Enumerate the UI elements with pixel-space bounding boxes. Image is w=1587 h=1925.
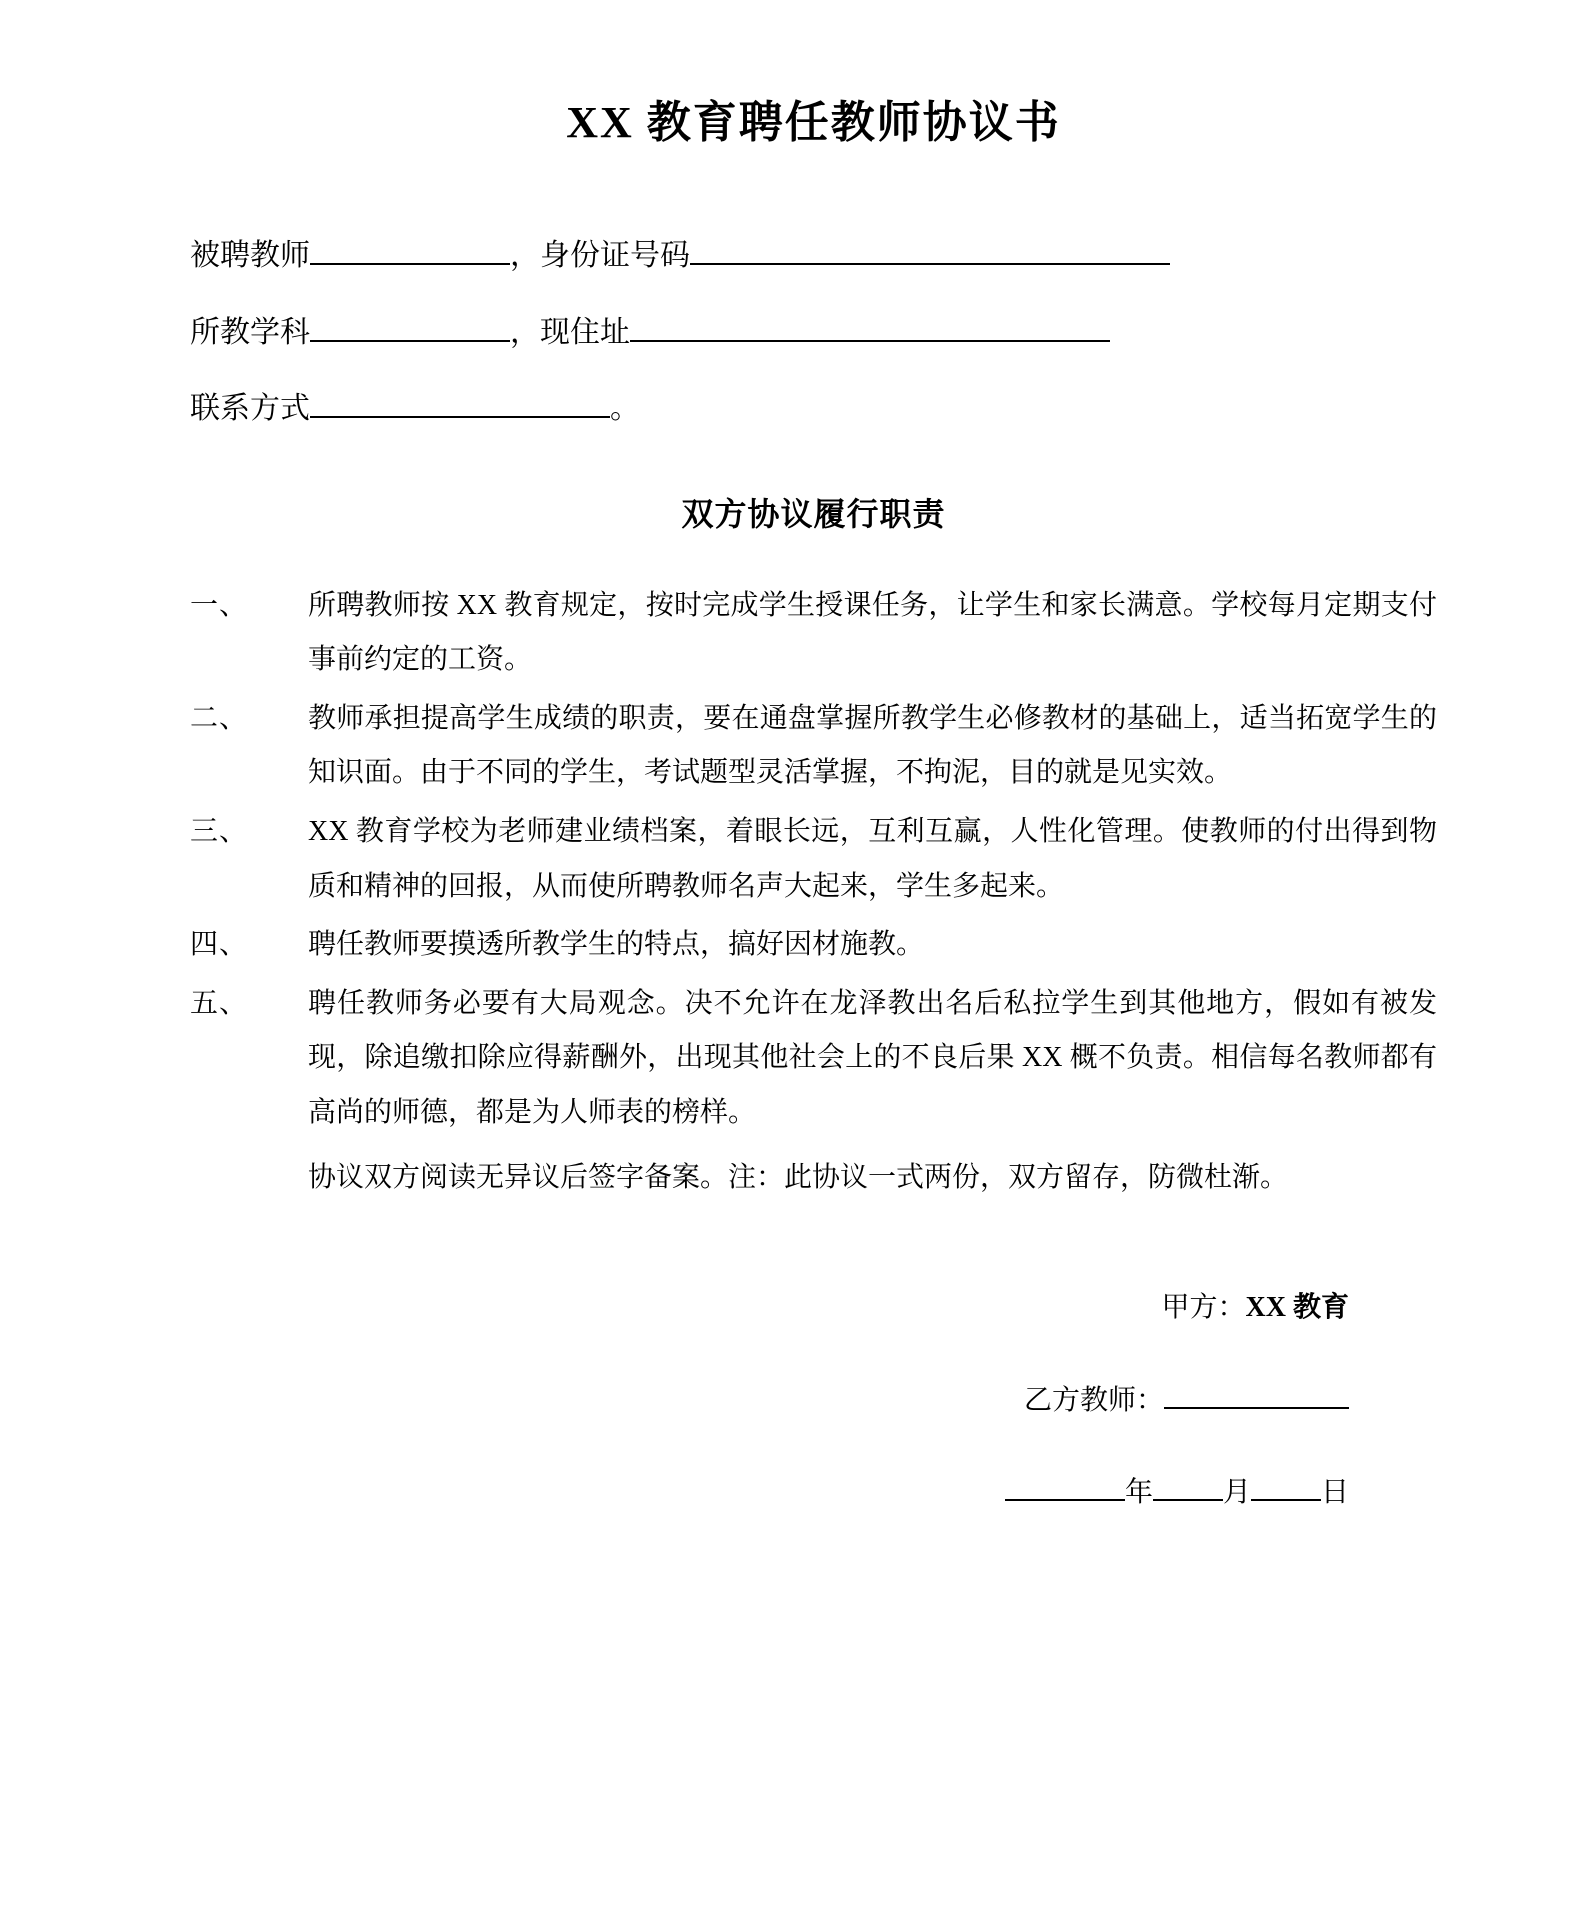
clause-item [190, 579, 1437, 688]
clause-text: 所聘教师按 XX 教育规定，按时完成学生授课任务，让学生和家长满意。学校每月定期支付事前约定的工资。 [308, 589, 1437, 676]
clause-number: 四、 [190, 929, 249, 961]
clause-item [190, 692, 1437, 801]
clause-text: 聘任教师务必要有大局观念。决不允许在龙泽教出名后私拉学生到其他地方，假如有被发现，除追缴扣除应得薪酬外，出现其他社会上的不良后果 XX 概不负责。相信每名教师都有高尚的师德，都是为人师表的榜样。 [308, 987, 1437, 1129]
clause-item [190, 805, 1437, 914]
input-teacher-name[interactable] [310, 233, 510, 265]
label-address: 现住址 [540, 315, 630, 349]
label-party-a: 甲方： [1161, 1292, 1246, 1324]
input-date-year[interactable] [1005, 1471, 1125, 1501]
input-subject[interactable] [310, 310, 510, 342]
clause-list [190, 579, 1437, 1141]
contact-period: 。 [610, 392, 640, 426]
label-subject: 所教学科 [190, 315, 310, 349]
header-fields [190, 233, 1437, 433]
input-id-number[interactable] [690, 233, 1170, 265]
label-id-number: 身份证号码 [540, 239, 690, 273]
field-row-teacher-id [190, 233, 1437, 280]
signature-party-b [190, 1374, 1349, 1429]
field-row-contact [190, 386, 1437, 433]
label-contact: 联系方式 [190, 392, 310, 426]
clause-item [190, 977, 1437, 1141]
page-title: XX 教育聘任教师协议书 [566, 98, 1061, 147]
input-party-b-signature[interactable] [1164, 1379, 1349, 1409]
clause-number: 二、 [190, 702, 249, 734]
input-date-month[interactable] [1153, 1471, 1223, 1501]
separator-1: ， [510, 239, 540, 273]
label-day: 日 [1320, 1477, 1349, 1509]
input-contact[interactable] [310, 386, 610, 418]
value-party-a: XX 教育 [1245, 1292, 1349, 1324]
label-party-b: 乙方教师： [1023, 1384, 1164, 1416]
label-month: 月 [1222, 1477, 1251, 1509]
label-year: 年 [1124, 1477, 1153, 1509]
clause-text: 教师承担提高学生成绩的职责，要在通盘掌握所教学生必修教材的基础上，适当拓宽学生的知识面。由于不同的学生，考试题型灵活掌握，不拘泥，目的就是见实效。 [308, 702, 1437, 789]
clause-number: 三、 [190, 816, 249, 848]
field-row-subject-address [190, 310, 1437, 357]
signature-party-a [190, 1281, 1349, 1336]
signature-block [190, 1281, 1437, 1521]
closing-paragraph: 协议双方阅读无异议后签字备案。注：此协议一式两份，双方留存，防微杜渐。 [308, 1161, 1289, 1193]
input-date-day[interactable] [1251, 1471, 1321, 1501]
label-teacher-name: 被聘教师 [190, 239, 310, 273]
signature-date [190, 1466, 1349, 1521]
separator-2: ， [510, 315, 540, 349]
section-title: 双方协议履行职责 [681, 495, 946, 532]
clause-text: XX 教育学校为老师建业绩档案，着眼长远，互利互赢，人性化管理。使教师的付出得到物质和精神的回报，从而使所聘教师名声大起来，学生多起来。 [308, 816, 1437, 902]
clause-item [190, 918, 1437, 973]
clause-number: 五、 [190, 987, 249, 1019]
input-address[interactable] [630, 310, 1110, 342]
clause-number: 一、 [190, 589, 249, 621]
clause-text: 聘任教师要摸透所教学生的特点，搞好因材施教。 [308, 929, 925, 961]
